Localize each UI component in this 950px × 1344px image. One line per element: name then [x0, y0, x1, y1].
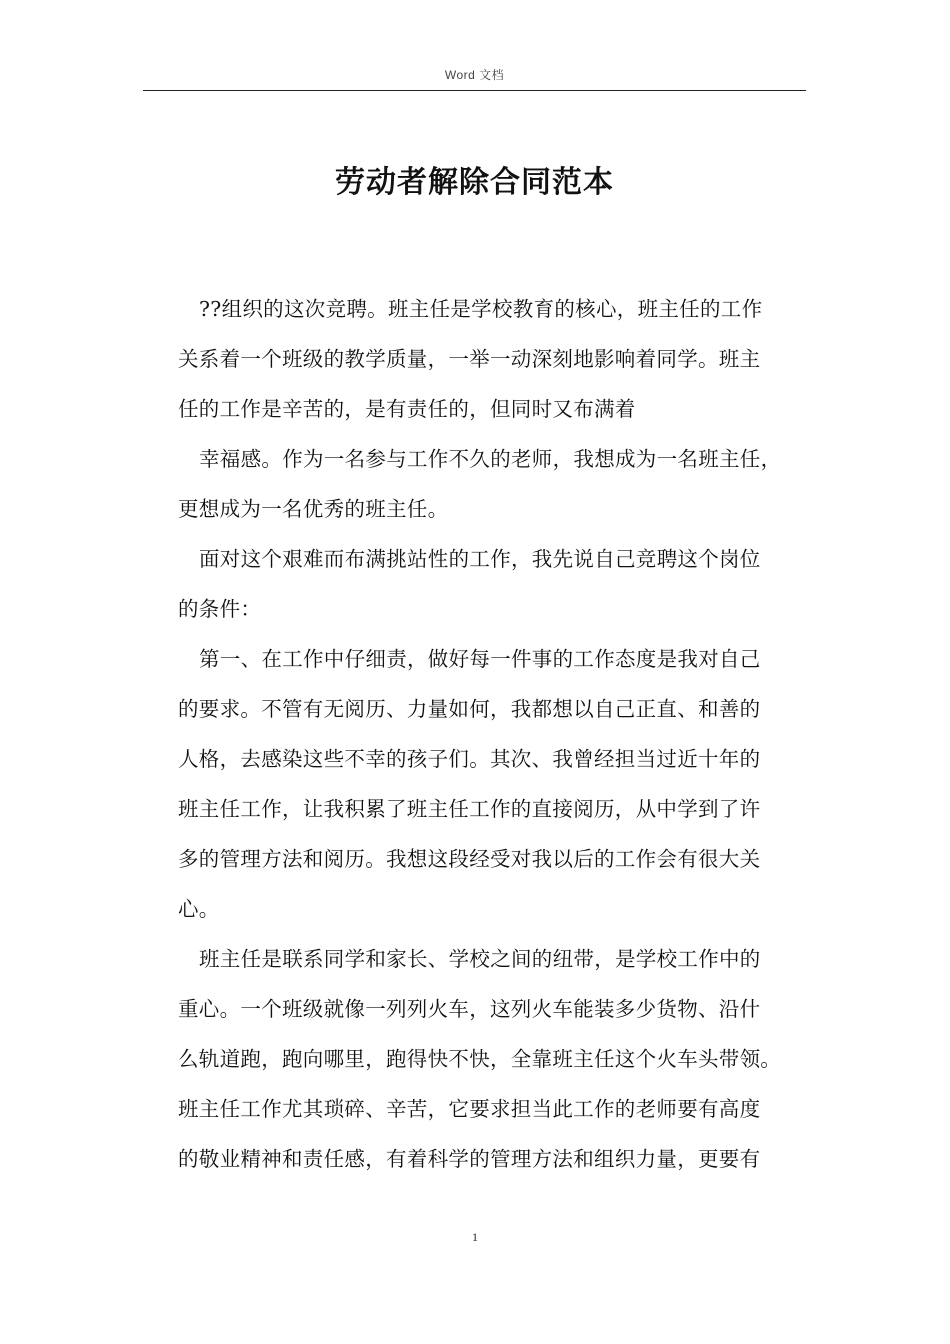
body-line: 心。 [178, 897, 220, 921]
body-line: 第一、在工作中仔细责，做好每一件事的工作态度是我对自己 [199, 647, 761, 671]
body-line: 的条件： [178, 597, 262, 621]
page-header [143, 66, 806, 91]
body-line: 的要求。不管有无阅历、力量如何，我都想以自己正直、和善的 [178, 697, 761, 721]
body-line: ??组织的这次竞聘。班主任是学校教育的核心，班主任的工作 [199, 297, 763, 321]
document-title: 劳动者解除合同范本 [335, 165, 614, 200]
header-text: Word 文档 [444, 68, 505, 82]
body-line: 任的工作是辛苦的，是有责任的，但同时又布满着 [178, 397, 636, 421]
body-line: 的敬业精神和责任感，有着科学的管理方法和组织力量，更要有 [178, 1147, 761, 1171]
body-line: 么轨道跑，跑向哪里，跑得快不快，全靠班主任这个火车头带领。 [178, 1047, 782, 1071]
body-line: 多的管理方法和阅历。我想这段经受对我以后的工作会有很大关 [178, 847, 761, 871]
body-line: 人格，去感染这些不幸的孩子们。其次、我曾经担当过近十年的 [178, 747, 761, 771]
body-line: 面对这个艰难而布满挑站性的工作，我先说自己竞聘这个岗位 [199, 547, 761, 571]
body-line: 更想成为一名优秀的班主任。 [178, 497, 449, 521]
page-number: 1 [472, 1230, 478, 1244]
body-line: 关系着一个班级的教学质量，一举一动深刻地影响着同学。班主 [178, 347, 761, 371]
body-line: 班主任工作尤其琐碎、辛苦，它要求担当此工作的老师要有高度 [178, 1097, 761, 1121]
body-line: 重心。一个班级就像一列列火车，这列火车能装多少货物、沿什 [178, 997, 761, 1021]
body-line: 班主任是联系同学和家长、学校之间的纽带，是学校工作中的 [199, 947, 761, 971]
body-line: 班主任工作，让我积累了班主任工作的直接阅历，从中学到了许 [178, 797, 761, 821]
body-line: 幸福感。作为一名参与工作不久的老师，我想成为一名班主任， [199, 447, 782, 471]
